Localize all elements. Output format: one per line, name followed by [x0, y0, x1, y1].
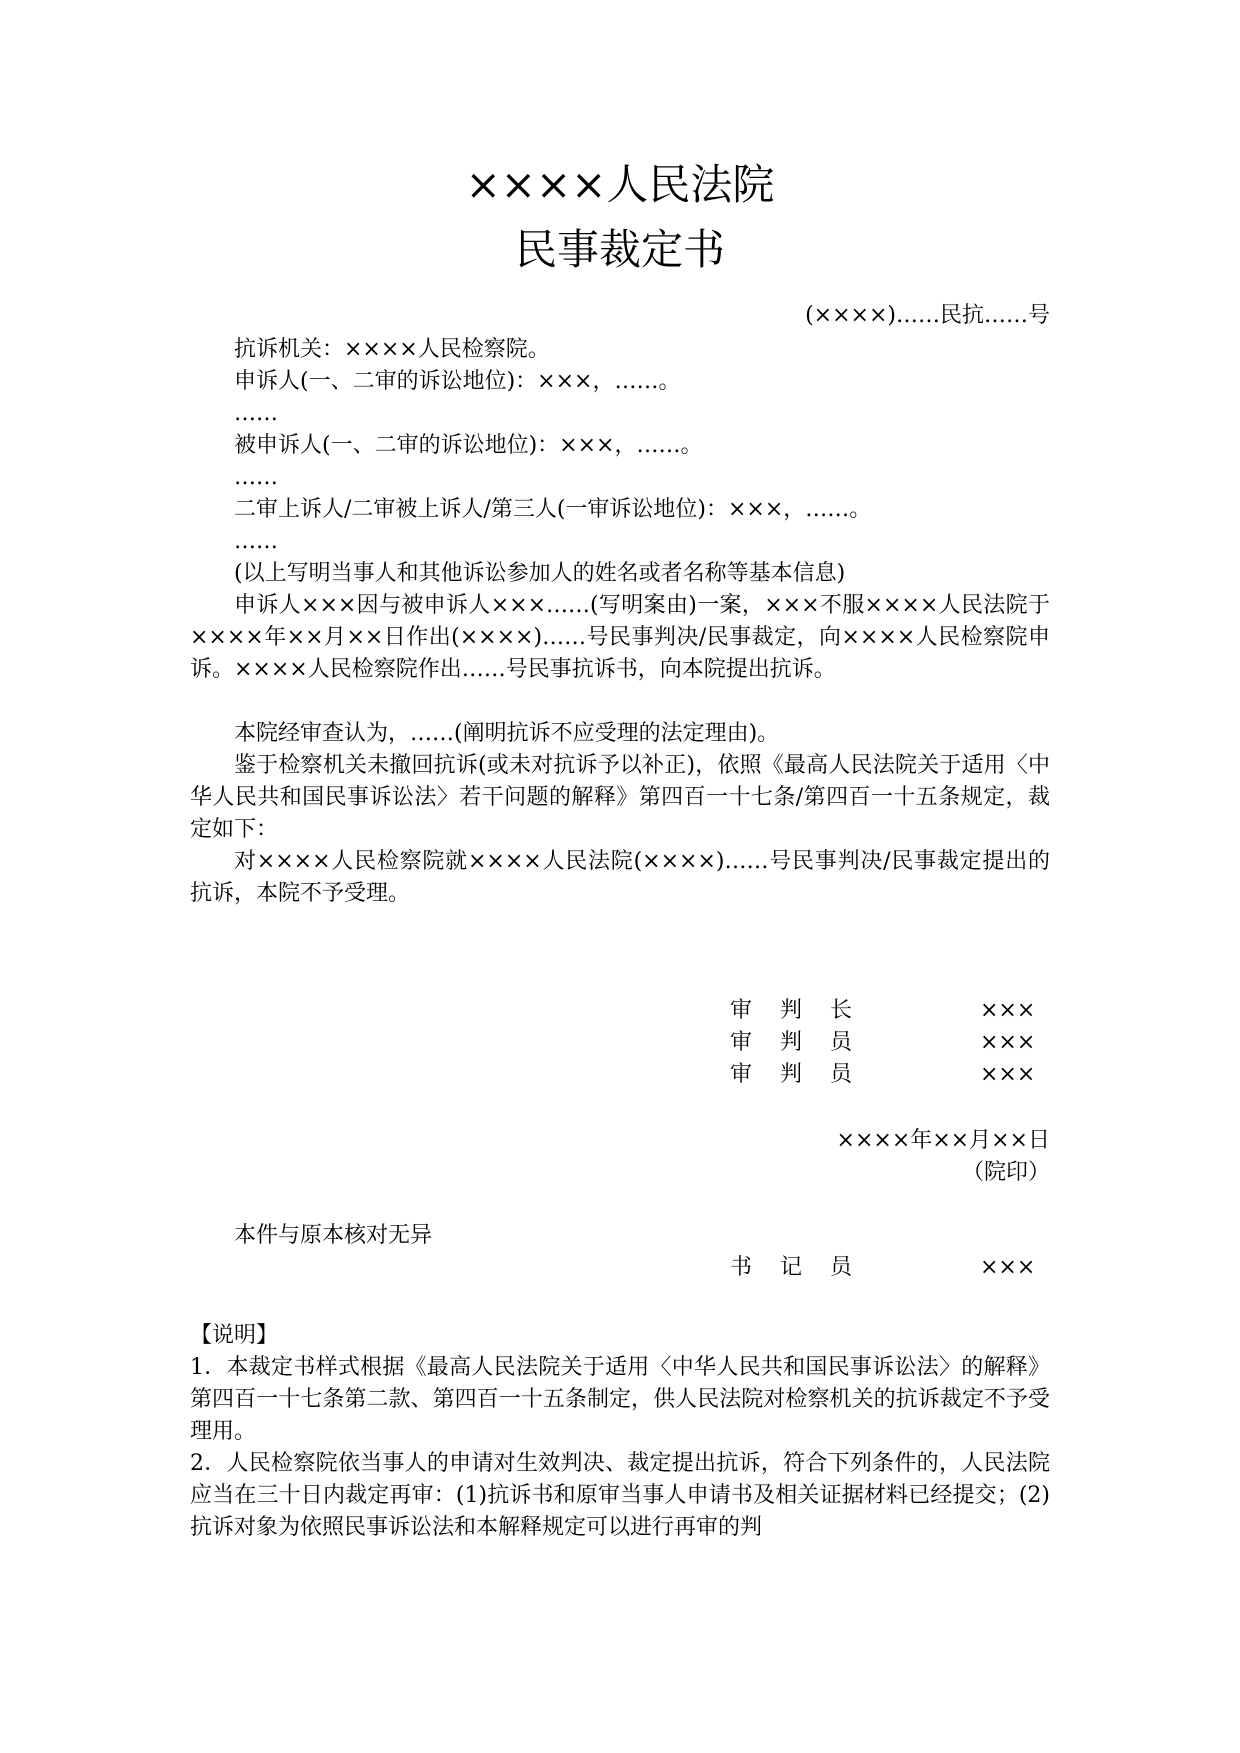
signature-row — [730, 1059, 1036, 1091]
clerk-name: ××× — [980, 1255, 1036, 1280]
body-paragraph-1: 申诉人×××因与被申诉人×××……(写明案由)一案，×××不服××××人民法院于××××年××月××日作出(××××)……号民事判决/民事裁定，向××××人民检察院申诉。××××人民检察院作出……号民事抗诉书，向本院提出抗诉。 — [190, 593, 1050, 682]
ellipsis-line: …… — [234, 529, 278, 554]
signature-role: 审判员 — [730, 1062, 881, 1087]
court-title: ××××人民法院 — [465, 160, 775, 209]
note-item-2: 2．人民检察院依当事人的申请对生效判决、裁定提出抗诉，符合下列条件的，人民法院应当在三十日内裁定再审：(1)抗诉书和原审当事人申请书及相关证据材料已经提交；(2)抗诉对象为依照民事诉讼法和本解释规定可以进行再审的判 — [190, 1451, 1050, 1540]
respondent: 被申诉人(一、二审的诉讼地位)：×××，……。 — [234, 433, 703, 458]
signature-row — [730, 1027, 1036, 1059]
notes-heading: 【说明】 — [190, 1323, 279, 1348]
body-paragraph-3: 鉴于检察机关未撤回抗诉(或未对抗诉予以补正)，依照《最高人民法院关于适用〈中华人民共和国民事诉讼法〉若干问题的解释》第四百一十七条/第四百一十五条规定，裁定如下： — [190, 753, 1050, 842]
protest-org: 抗诉机关：××××人民检察院。 — [234, 337, 550, 362]
appellant: 申诉人(一、二审的诉讼地位)：×××，……。 — [234, 369, 681, 394]
clerk-row — [730, 1252, 1036, 1284]
third-party: 二审上诉人/二审被上诉人/第三人(一审诉讼地位)：×××，……。 — [234, 497, 872, 522]
body-paragraph-2: 本院经审查认为，……(阐明抗诉不应受理的法定理由)。 — [234, 721, 780, 746]
verify-statement: 本件与原本核对无异 — [234, 1223, 433, 1248]
signature-role: 审判长 — [730, 998, 881, 1023]
body-paragraph-4: 对××××人民检察院就××××人民法院(××××)……号民事判决/民事裁定提出的抗诉，本院不予受理。 — [190, 849, 1050, 906]
court-seal: （院印） — [961, 1160, 1050, 1185]
signature-name: ××× — [980, 998, 1036, 1023]
ellipsis-line: …… — [234, 401, 278, 426]
signature-name: ××× — [980, 1062, 1036, 1087]
signature-row — [730, 995, 1036, 1027]
judgment-date: ××××年××月××日 — [836, 1128, 1050, 1153]
document-title: 民事裁定书 — [514, 225, 725, 274]
signature-role: 审判员 — [730, 1030, 881, 1055]
signature-name: ××× — [980, 1030, 1036, 1055]
ellipsis-line: …… — [234, 465, 278, 490]
clerk-role: 书记员 — [730, 1255, 881, 1280]
note-item-1: 1．本裁定书样式根据《最高人民法院关于适用〈中华人民共和国民事诉讼法〉的解释》第四百一十七条第二款、第四百一十五条制定，供人民法院对检察机关的抗诉裁定不予受理用。 — [190, 1355, 1050, 1444]
case-number: (××××)……民抗……号 — [805, 303, 1050, 328]
parties-note: (以上写明当事人和其他诉讼参加人的姓名或者名称等基本信息) — [234, 561, 846, 586]
